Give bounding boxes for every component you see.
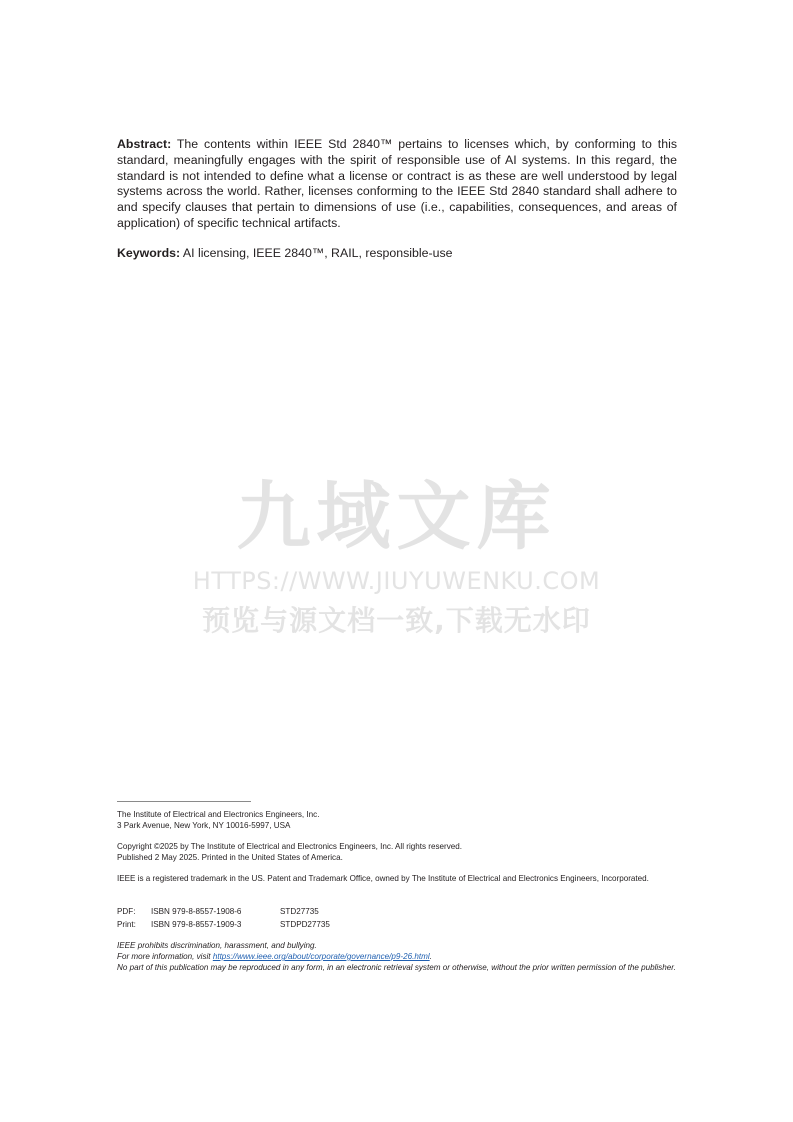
publisher-address-block (117, 809, 682, 831)
more-info-suffix: . (429, 952, 432, 961)
legal-notice-block (117, 940, 682, 973)
abstract-label: Abstract: (117, 137, 172, 151)
more-info-prefix: For more information, visit (117, 952, 213, 961)
isbn-format-label: PDF: (117, 907, 136, 916)
more-info-line (117, 951, 682, 962)
published-date: Published 2 May 2025. Printed in the United States of America. (117, 853, 343, 862)
reproduction-notice: No part of this publication may be reproduced in any form, in an electronic retrieval system or otherwise, without the prior written permission of the publisher. (117, 963, 676, 972)
isbn-row-pdf (117, 905, 682, 918)
keywords-label: Keywords: (117, 246, 181, 260)
isbn-std-code: STDPD27735 (280, 920, 330, 929)
copyright-notice: Copyright ©2025 by The Institute of Electrical and Electronics Engineers, Inc. All rights reserved. (117, 842, 463, 851)
isbn-row-print (117, 918, 682, 931)
isbn-std-code: STD27735 (280, 907, 319, 916)
isbn-format-label: Print: (117, 920, 136, 929)
governance-policy-link[interactable]: https://www.ieee.org/about/corporate/governance/p9-26.html (212, 952, 430, 961)
abstract-paragraph (117, 137, 677, 232)
copyright-block (117, 841, 682, 863)
discrimination-policy: IEEE prohibits discrimination, harassment, and bullying. (117, 941, 317, 950)
watermark-title: 九域文库 (236, 474, 557, 560)
keywords-paragraph (117, 246, 677, 262)
abstract-text: The contents within IEEE Std 2840™ pertains to licenses which, by conforming to this standard, meaningfully engages with the spirit of responsible use of AI systems. In this regard, the standard is not intended to define what a license or contract is as these are well understood by legal systems across the world. Rather, licenses conforming to the IEEE Std 2840 standard shall adhere to and specify clauses that pertain to dimensions of use (i.e., capabilities, consequences, and areas of application) of specific technical artifacts. (117, 137, 677, 230)
watermark-note: 预览与源文档一致,下载无水印 (202, 604, 591, 637)
isbn-number: ISBN 979-8-8557-1909-3 (151, 920, 242, 929)
publisher-address: 3 Park Avenue, New York, NY 10016-5997, USA (117, 821, 291, 830)
watermark-url: HTTPS://WWW.JIUYUWENKU.COM (192, 567, 601, 595)
trademark-notice: IEEE is a registered trademark in the US. Patent and Trademark Office, owned by The Institute of Electrical and Electronics Engineers, Incorporated. (117, 874, 649, 883)
isbn-number: ISBN 979-8-8557-1908-6 (151, 907, 242, 916)
isbn-table (117, 905, 682, 931)
keywords-text: AI licensing, IEEE 2840™, RAIL, responsible-use (180, 246, 453, 260)
publisher-name: The Institute of Electrical and Electronics Engineers, Inc. (117, 810, 320, 819)
footnote-divider (117, 801, 251, 802)
